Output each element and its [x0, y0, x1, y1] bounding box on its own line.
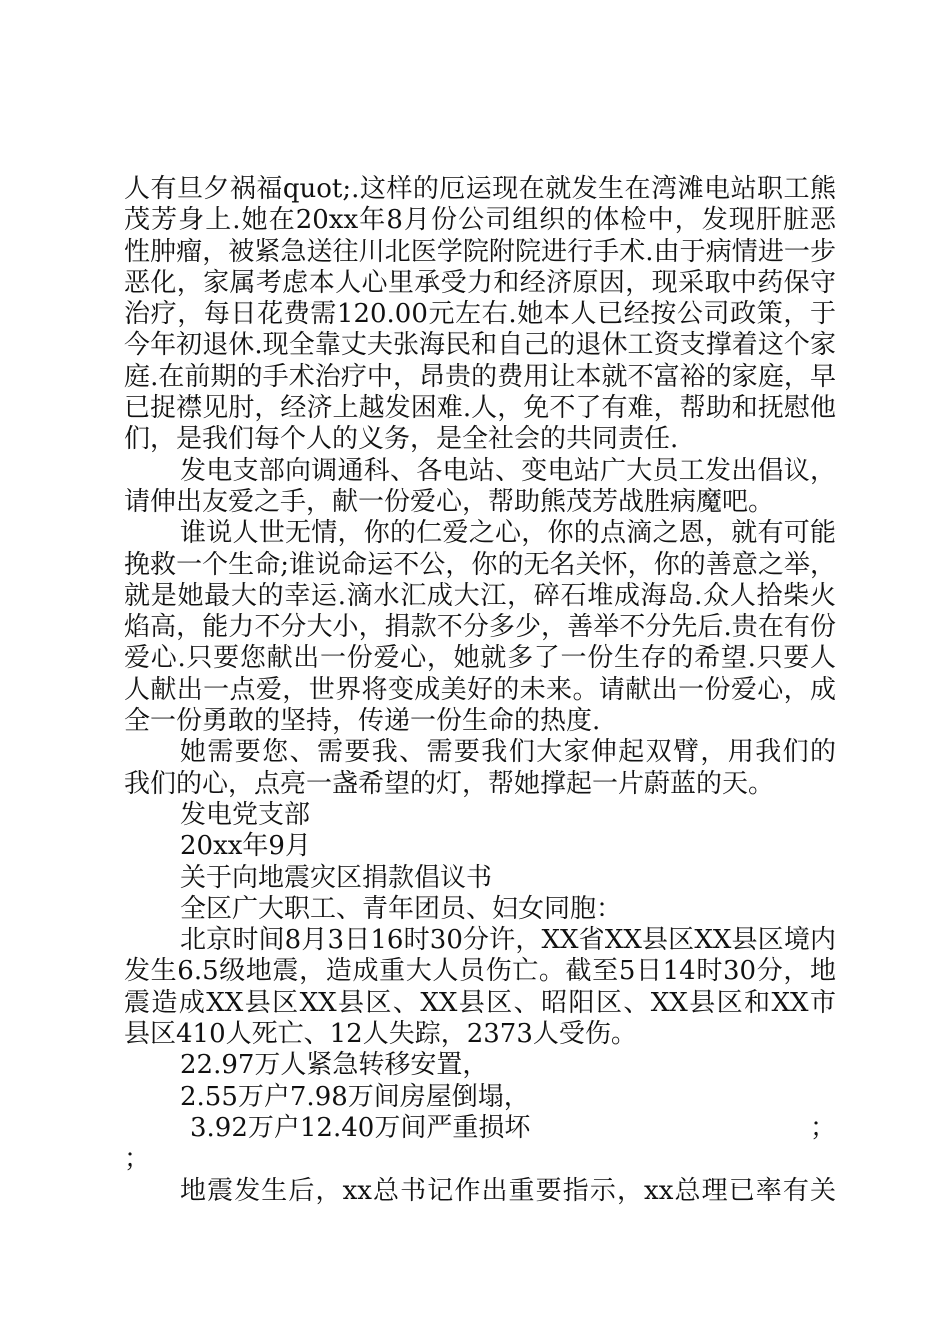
paragraph-line: 茂芳身上.她在20xx年8月份公司组织的体检中，发现肝脏恶 — [124, 205, 836, 236]
paragraph-line: 谁说人世无情，你的仁爱之心，你的点滴之恩，就有可能 — [180, 518, 836, 549]
paragraph-line: 请伸出友爱之手，献一份爱心，帮助熊茂芳战胜病魔吧。 — [124, 486, 775, 517]
paragraph-line: 我们的心，点亮一盏希望的灯，帮她撑起一片蔚蓝的天。 — [124, 768, 775, 799]
paragraph-line: 发电支部向调通科、各电站、变电站广大员工发出倡议， — [180, 455, 836, 486]
paragraph-line-split — [124, 1113, 836, 1144]
paragraph-line: 庭.在前期的手术治疗中，昂贵的费用让本就不富裕的家庭，早 — [124, 361, 836, 392]
signature-date: 20xx年9月 — [180, 831, 311, 862]
salutation: 全区广大职工、青年团员、妇女同胞： — [180, 893, 623, 924]
section-title: 关于向地震灾区捐款倡议书 — [180, 862, 493, 893]
paragraph-line: 就是她最大的幸运.滴水汇成大江，碎石堆成海岛.众人拾柴火 — [124, 580, 836, 611]
paragraph-line: 治疗，每日花费需120.00元左右.她本人已经按公司政策，于 — [124, 299, 836, 330]
paragraph-line: 人献出一点爱，世界将变成美好的未来。请献出一份爱心，成 — [124, 674, 836, 705]
paragraph-line: 北京时间8月3日16时30分许，XX省XX县区XX县区境内 — [180, 925, 836, 956]
paragraph-line: 今年初退休.现全靠丈夫张海民和自己的退休工资支撑着这个家 — [124, 330, 836, 361]
paragraph-line: 她需要您、需要我、需要我们大家伸起双臂，用我们的 — [180, 737, 836, 768]
paragraph-line-tail: ； — [809, 1112, 836, 1143]
paragraph-line: 县区410人死亡、12人失踪，2373人受伤。 — [124, 1019, 637, 1050]
paragraph-line: 人有旦夕祸福quot;.这样的厄运现在就发生在湾滩电站职工熊 — [124, 174, 836, 204]
paragraph-line: 已捉襟见肘，经济上越发困难.人，免不了有难，帮助和抚慰他 — [124, 393, 836, 424]
paragraph-line: 发生6.5级地震，造成重大人员伤亡。截至5日14时30分，地 — [124, 956, 836, 987]
paragraph-line: 22.97万人紧急转移安置， — [180, 1050, 489, 1081]
paragraph-line: 性肿瘤，被紧急送往川北医学院附院进行手术.由于病情进一步 — [124, 236, 836, 267]
document-body — [124, 174, 836, 1207]
paragraph-line: ； — [124, 1144, 151, 1175]
paragraph-line: 全一份勇敢的坚持，传递一份生命的热度. — [124, 706, 601, 737]
paragraph-line-text: 3.92万户12.40万间严重损坏 — [190, 1112, 531, 1143]
paragraph-line: 2.55万户7.98万间房屋倒塌， — [180, 1081, 530, 1112]
signature-org: 发电党支部 — [180, 799, 311, 830]
paragraph-line: 恶化，家属考虑本人心里承受力和经济原因，现采取中药保守 — [124, 267, 836, 298]
paragraph-line: 震造成XX县区XX县区、XX县区、昭阳区、XX县区和XX市 — [124, 987, 836, 1018]
paragraph-line: 们，是我们每个人的义务，是全社会的共同责任. — [124, 424, 679, 455]
paragraph-line: 焰高，能力不分大小，捐款不分多少，善举不分先后.贵在有份 — [124, 612, 836, 643]
paragraph-line: 地震发生后，xx总书记作出重要指示，xx总理已率有关 — [180, 1175, 836, 1206]
paragraph-line: 爱心.只要您献出一份爱心，她就多了一份生存的希望.只要人 — [124, 643, 836, 674]
paragraph-line: 挽救一个生命;谁说命运不公，你的无名关怀，你的善意之举， — [124, 549, 836, 580]
